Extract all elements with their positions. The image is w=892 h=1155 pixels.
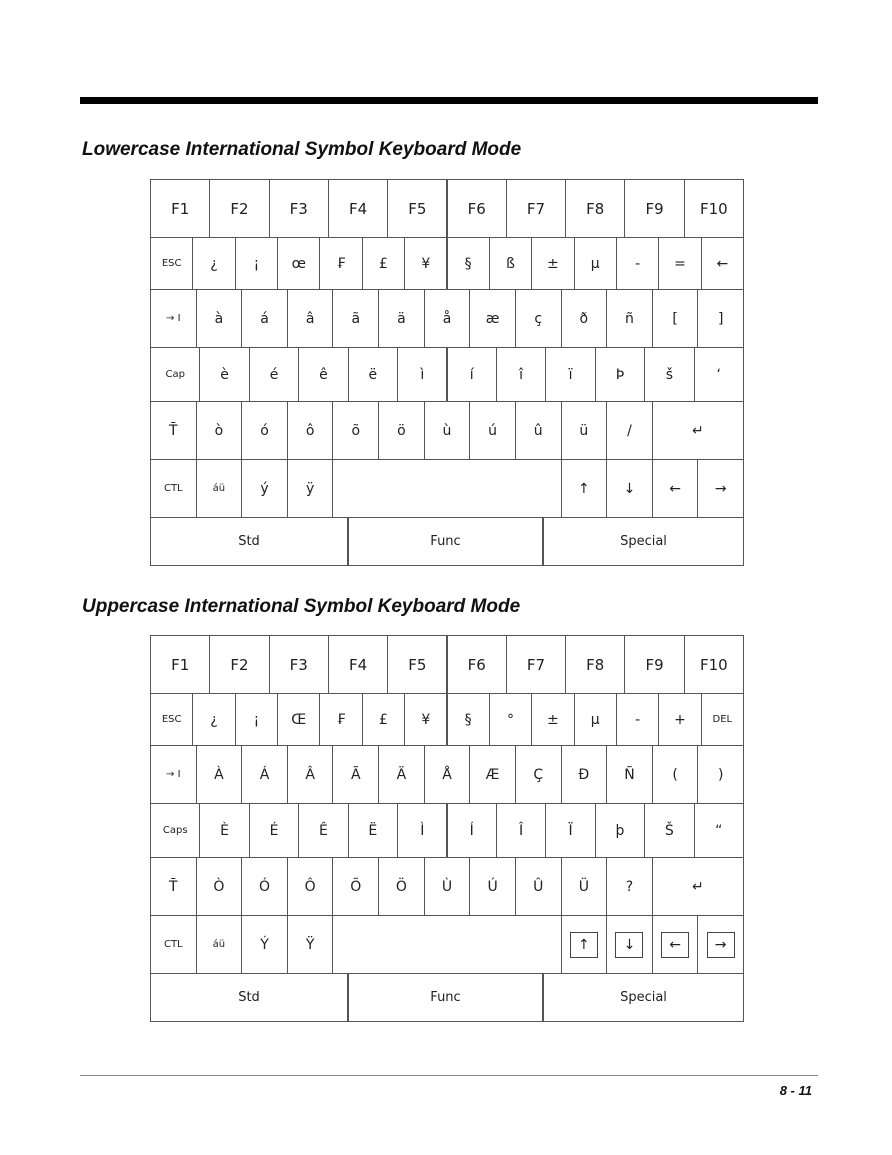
footer-rule: [80, 1075, 818, 1076]
lowercase-section-title: Lowercase International Symbol Keyboard Mode: [82, 139, 522, 160]
header-rule: [80, 97, 818, 104]
page-number: 8 - 11: [779, 1083, 812, 1098]
key[interactable]: ]: [697, 289, 744, 348]
key[interactable]: §: [447, 237, 490, 290]
key[interactable]: Î: [496, 803, 546, 858]
keyboard-row: [150, 973, 743, 1021]
key[interactable]: ESC: [150, 693, 193, 746]
key[interactable]: Ò: [196, 857, 243, 916]
key[interactable]: Ó: [241, 857, 288, 916]
key[interactable]: ‘: [694, 347, 744, 402]
keyboard-row: [150, 237, 743, 289]
key[interactable]: §: [447, 693, 490, 746]
key[interactable]: → I: [150, 745, 197, 804]
keyboard-row: [150, 347, 743, 401]
keyboard-row: [150, 915, 743, 973]
key[interactable]: â: [287, 289, 334, 348]
key[interactable]: Æ: [469, 745, 516, 804]
key[interactable]: ß: [489, 237, 532, 290]
key[interactable]: ñ: [606, 289, 653, 348]
keyboard-row: [150, 459, 743, 517]
function-key[interactable]: F2: [209, 179, 269, 238]
key[interactable]: ì: [397, 347, 447, 402]
key[interactable]: “: [694, 803, 744, 858]
enter-key[interactable]: ↵: [652, 857, 744, 916]
key[interactable]: ¡: [235, 693, 278, 746]
function-key[interactable]: F5: [387, 179, 447, 238]
key[interactable]: ü: [561, 401, 608, 460]
key[interactable]: Ÿ: [287, 915, 334, 974]
key[interactable]: ₣: [319, 693, 362, 746]
key[interactable]: ý: [241, 459, 288, 518]
key[interactable]: é: [249, 347, 299, 402]
arrow-key[interactable]: [606, 915, 653, 974]
keyboard-row: [150, 179, 743, 237]
key[interactable]: ±: [531, 237, 574, 290]
arrow-glyph: ↑: [570, 932, 598, 958]
key[interactable]: áü: [196, 459, 243, 518]
key[interactable]: DEL: [701, 693, 744, 746]
key[interactable]: à: [196, 289, 243, 348]
key[interactable]: T̄: [150, 857, 197, 916]
key[interactable]: CTL: [150, 459, 197, 518]
function-key[interactable]: F1: [150, 635, 210, 694]
key[interactable]: [: [652, 289, 699, 348]
arrow-key[interactable]: ←: [652, 459, 699, 518]
function-key[interactable]: F8: [565, 635, 625, 694]
function-key[interactable]: F4: [328, 179, 388, 238]
key[interactable]: ?: [606, 857, 653, 916]
function-key[interactable]: F10: [684, 179, 744, 238]
mode-key[interactable]: Func: [348, 973, 543, 1022]
mode-key[interactable]: Func: [348, 517, 543, 566]
function-key[interactable]: F5: [387, 635, 447, 694]
arrow-key[interactable]: ↑: [561, 459, 608, 518]
key[interactable]: Ã: [332, 745, 379, 804]
key[interactable]: è: [199, 347, 249, 402]
arrow-key[interactable]: ↓: [606, 459, 653, 518]
lowercase-keyboard: [150, 179, 743, 565]
key[interactable]: å: [424, 289, 471, 348]
function-key[interactable]: F6: [447, 179, 507, 238]
function-key[interactable]: F8: [565, 179, 625, 238]
key[interactable]: =: [658, 237, 701, 290]
key[interactable]: µ: [574, 237, 617, 290]
function-key[interactable]: F3: [269, 635, 329, 694]
function-key[interactable]: F4: [328, 635, 388, 694]
key[interactable]: Cap: [150, 347, 200, 402]
key[interactable]: ó: [241, 401, 288, 460]
key[interactable]: Œ: [277, 693, 320, 746]
key[interactable]: ÿ: [287, 459, 334, 518]
key[interactable]: ←: [701, 237, 744, 290]
key[interactable]: œ: [277, 237, 320, 290]
key[interactable]: CTL: [150, 915, 197, 974]
key[interactable]: ä: [378, 289, 425, 348]
arrow-key[interactable]: [561, 915, 608, 974]
key[interactable]: Í: [447, 803, 497, 858]
key[interactable]: +: [658, 693, 701, 746]
key[interactable]: Ä: [378, 745, 425, 804]
key[interactable]: ¥: [404, 693, 447, 746]
key[interactable]: À: [196, 745, 243, 804]
function-key[interactable]: F2: [209, 635, 269, 694]
key[interactable]: T̄: [150, 401, 197, 460]
key[interactable]: ê: [298, 347, 348, 402]
key[interactable]: £: [362, 237, 405, 290]
key[interactable]: Ê: [298, 803, 348, 858]
keyboard-row: [150, 693, 743, 745]
mode-key[interactable]: Std: [150, 517, 348, 566]
function-key[interactable]: F9: [624, 179, 684, 238]
mode-key[interactable]: Std: [150, 973, 348, 1022]
function-key[interactable]: F6: [447, 635, 507, 694]
arrow-key[interactable]: [697, 915, 744, 974]
key[interactable]: õ: [332, 401, 379, 460]
arrow-glyph: →: [707, 932, 735, 958]
key[interactable]: Ì: [397, 803, 447, 858]
key[interactable]: ¥: [404, 237, 447, 290]
function-key[interactable]: F3: [269, 179, 329, 238]
arrow-glyph: ←: [661, 932, 689, 958]
keyboard-row: [150, 803, 743, 857]
key[interactable]: í: [447, 347, 497, 402]
key[interactable]: þ: [595, 803, 645, 858]
uppercase-keyboard: [150, 635, 743, 1021]
spacebar-key[interactable]: [332, 459, 561, 518]
keyboard-row: [150, 745, 743, 803]
arrow-glyph: ↓: [615, 932, 643, 958]
key[interactable]: û: [515, 401, 562, 460]
keyboard-row: [150, 857, 743, 915]
key[interactable]: °: [489, 693, 532, 746]
key[interactable]: Ô: [287, 857, 334, 916]
key[interactable]: ò: [196, 401, 243, 460]
keyboard-row: [150, 289, 743, 347]
key[interactable]: Á: [241, 745, 288, 804]
function-key[interactable]: F9: [624, 635, 684, 694]
key[interactable]: É: [249, 803, 299, 858]
key[interactable]: ¡: [235, 237, 278, 290]
key[interactable]: ë: [348, 347, 398, 402]
key[interactable]: Ë: [348, 803, 398, 858]
key[interactable]: -: [616, 237, 659, 290]
key[interactable]: Ú: [469, 857, 516, 916]
key[interactable]: ¿: [192, 237, 235, 290]
function-key[interactable]: F7: [506, 179, 566, 238]
key[interactable]: Caps: [150, 803, 200, 858]
function-key[interactable]: F10: [684, 635, 744, 694]
key[interactable]: Ý: [241, 915, 288, 974]
key[interactable]: Ü: [561, 857, 608, 916]
key[interactable]: ESC: [150, 237, 193, 290]
key[interactable]: È: [199, 803, 249, 858]
key[interactable]: Ï: [545, 803, 595, 858]
key[interactable]: ã: [332, 289, 379, 348]
key[interactable]: -: [616, 693, 659, 746]
mode-key[interactable]: Special: [543, 973, 744, 1022]
key[interactable]: µ: [574, 693, 617, 746]
uppercase-section-title: Uppercase International Symbol Keyboard Mode: [82, 596, 521, 617]
function-key[interactable]: F1: [150, 179, 210, 238]
key[interactable]: áü: [196, 915, 243, 974]
enter-key[interactable]: ↵: [652, 401, 744, 460]
arrow-key[interactable]: →: [697, 459, 744, 518]
key[interactable]: ç: [515, 289, 562, 348]
key[interactable]: /: [606, 401, 653, 460]
key[interactable]: ô: [287, 401, 334, 460]
arrow-key[interactable]: [652, 915, 699, 974]
key[interactable]: ₣: [319, 237, 362, 290]
key[interactable]: Õ: [332, 857, 379, 916]
key[interactable]: ï: [545, 347, 595, 402]
key[interactable]: Ñ: [606, 745, 653, 804]
key[interactable]: ù: [424, 401, 471, 460]
key[interactable]: Ö: [378, 857, 425, 916]
key[interactable]: Ç: [515, 745, 562, 804]
function-key[interactable]: F7: [506, 635, 566, 694]
key[interactable]: ±: [531, 693, 574, 746]
key[interactable]: Û: [515, 857, 562, 916]
spacebar-key[interactable]: [332, 915, 561, 974]
mode-key[interactable]: Special: [543, 517, 744, 566]
key[interactable]: á: [241, 289, 288, 348]
key[interactable]: £: [362, 693, 405, 746]
key[interactable]: ): [697, 745, 744, 804]
keyboard-row: [150, 635, 743, 693]
key[interactable]: ö: [378, 401, 425, 460]
key[interactable]: š: [644, 347, 694, 402]
key[interactable]: Þ: [595, 347, 645, 402]
key[interactable]: ¿: [192, 693, 235, 746]
keyboard-row: [150, 517, 743, 565]
key[interactable]: Â: [287, 745, 334, 804]
keyboard-row: [150, 401, 743, 459]
key[interactable]: Ð: [561, 745, 608, 804]
key[interactable]: î: [496, 347, 546, 402]
key[interactable]: → I: [150, 289, 197, 348]
key[interactable]: æ: [469, 289, 516, 348]
key[interactable]: Å: [424, 745, 471, 804]
key[interactable]: Ù: [424, 857, 471, 916]
key[interactable]: Š: [644, 803, 694, 858]
key[interactable]: (: [652, 745, 699, 804]
key[interactable]: ú: [469, 401, 516, 460]
key[interactable]: ð: [561, 289, 608, 348]
